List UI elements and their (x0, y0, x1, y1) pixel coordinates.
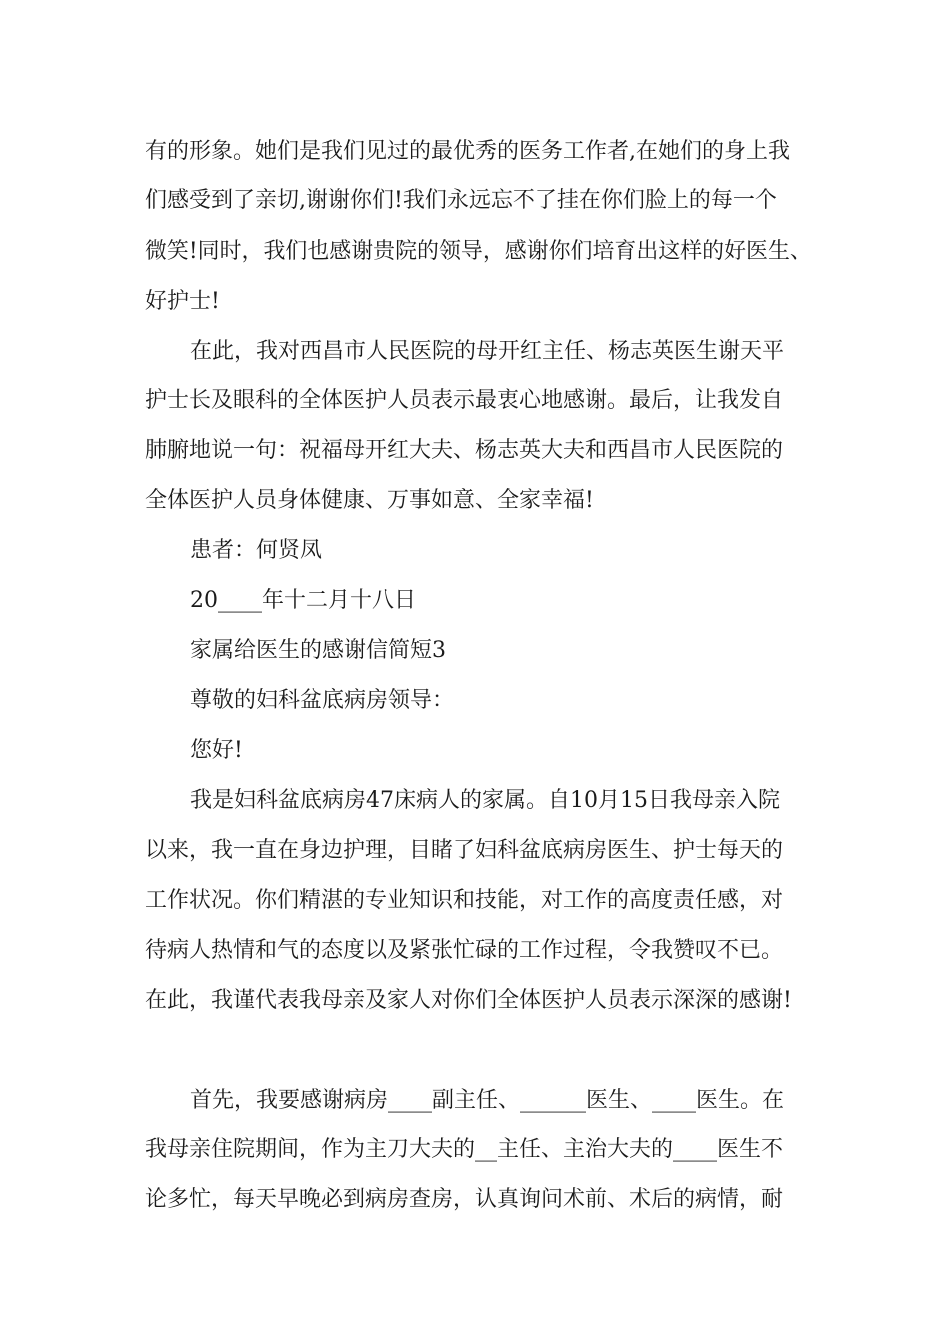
text-line: 待病人热情和气的态度以及紧张忙碌的工作过程，令我赞叹不已。 (145, 938, 784, 963)
text-line: 好护士! (145, 289, 220, 314)
greeting: 您好! (190, 738, 243, 763)
text-line: 全体医护人员身体健康、万事如意、全家幸福! (145, 488, 594, 513)
text-line: 微笑!同时，我们也感谢贵院的领导，感谢你们培育出这样的好医生、 (145, 239, 812, 264)
section-title: 家属给医生的感谢信简短3 (190, 638, 446, 663)
signature-date: 20____年十二月十八日 (190, 588, 416, 613)
text-line: 在此，我谨代表我母亲及家人对你们全体医护人员表示深深的感谢! (145, 988, 792, 1013)
paragraph-start-line: 在此，我对西昌市人民医院的母开红主任、杨志英医生谢天平 (190, 339, 785, 364)
text-line: 护士长及眼科的全体医护人员表示最衷心地感谢。最后，让我发自 (145, 388, 784, 413)
paragraph-start-line: 我是妇科盆底病房47床病人的家属。自10月15日我母亲入院 (190, 788, 780, 813)
salutation: 尊敬的妇科盆底病房领导： (190, 688, 455, 713)
text-line: 有的形象。她们是我们见过的最优秀的医务工作者,在她们的身上我 (145, 139, 790, 164)
text-line: 论多忙，每天早晚必到病房查房，认真询问术前、术后的病情，耐 (145, 1187, 784, 1212)
text-line: 肺腑地说一句：祝福母开红大夫、杨志英大夫和西昌市人民医院的 (145, 438, 784, 463)
signature-patient: 患者：何贤凤 (190, 538, 323, 563)
text-line: 我母亲住院期间，作为主刀大夫的__主任、主治大夫的____医生不 (145, 1137, 784, 1162)
paragraph-start-line: 首先，我要感谢病房____副主任、______医生、____医生。在 (190, 1088, 785, 1113)
text-line: 们感受到了亲切,谢谢你们!我们永远忘不了挂在你们脸上的每一个 (145, 188, 777, 213)
text-line: 工作状况。你们精湛的专业知识和技能，对工作的高度责任感，对 (145, 888, 784, 913)
text-line: 以来，我一直在身边护理，目睹了妇科盆底病房医生、护士每天的 (145, 838, 784, 863)
